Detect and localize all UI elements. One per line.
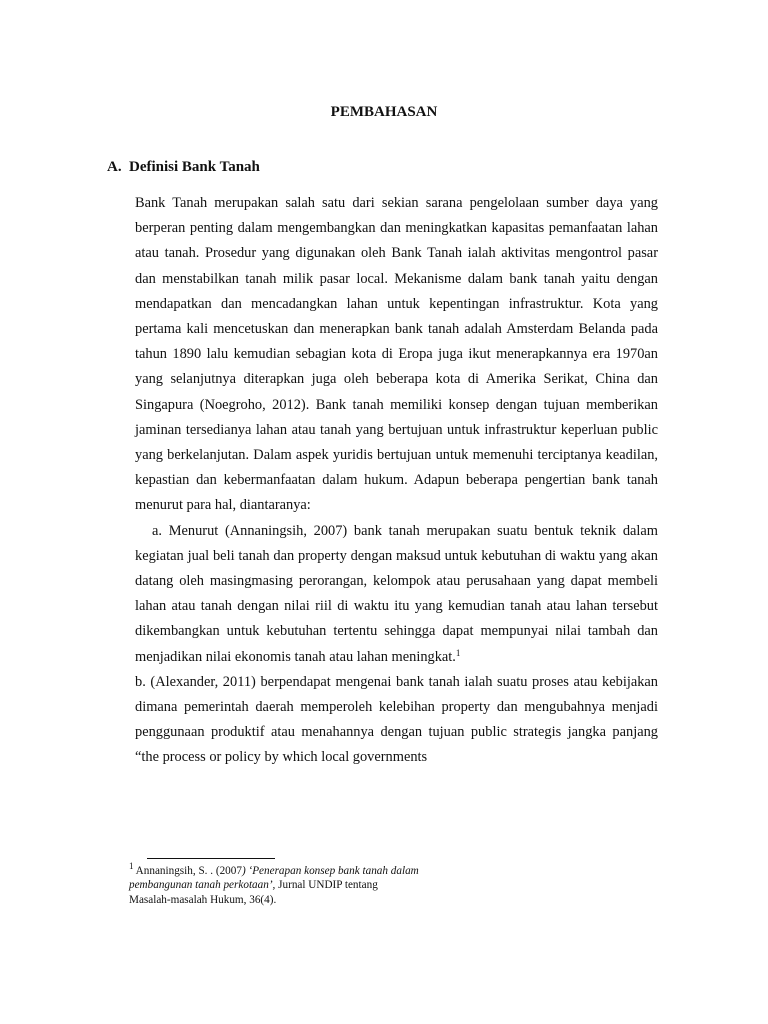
- footnote-reference[interactable]: 1: [455, 647, 461, 658]
- footnote: [129, 861, 419, 907]
- footnote-divider: [147, 858, 275, 859]
- section-heading-text: Definisi Bank Tanah: [129, 159, 260, 175]
- footnote-title: ) ‘Penerapan konsep bank tanah dalam pembangunan tanah perkotaan’,: [129, 865, 419, 892]
- page-title: PEMBAHASAN: [330, 104, 438, 120]
- list-item-a: [135, 519, 658, 670]
- list-item-a-text: a. Menurut (Annaningsih, 2007) bank tanah merupakan suatu bentuk teknik dalam kegiatan jual beli tanah dan property dengan maksud untuk kebutuhan di waktu yang akan datang oleh masingmasing perorangan, kelompok atau perusahaan yang dapat membeli lahan atau tanah dengan nilai riil di waktu itu yang kemudian tanah atau lahan tersebut dikembangkan untuk kebutuhan tertentu sehingga dapat mempunyai nilai tambah dan menjadikan nilai ekonomis tanah atau lahan meningkat.: [135, 522, 658, 665]
- section-body: [135, 191, 658, 771]
- intro-paragraph: Bank Tanah merupakan salah satu dari sekian sarana pengelolaan sumber daya yang berperan penting dalam mengembangkan dan meningkatkan kapasitas pemanfaatan lahan atau tanah. Prosedur yang digunakan oleh Bank Tanah ialah aktivitas mengontrol pasar dan menstabilkan tanah milik pasar local. Mekanisme dalam bank tanah yaitu dengan mendapatkan dan mencadangkan lahan untuk kepentingan infrastruktur. Kota yang pertama kali mencetuskan dan menerapkan bank tanah adalah Amsterdam Belanda pada tahun 1890 lalu kemudian sebagian kota di Eropa juga ikut menerapkannya era 1970an yang selanjutnya diterapkan juga oleh beberapa kota di Amerika Serikat, China dan Singapura (Noegroho, 2012). Bank tanah memiliki konsep dengan tujuan memberikan jaminan tersedianya lahan atau tanah yang bertujuan untuk infrastruktur keperluan public yang berkelanjutan. Dalam aspek yuridis bertujuan untuk memenuhi terciptanya keadilan, kepastian dan kebermanfaatan dalam hukum. Adapun beberapa pengertian bank tanah menurut para hal, diantaranya:: [135, 195, 658, 514]
- section-heading: [107, 157, 260, 177]
- list-item-b: b. (Alexander, 2011) berpendapat mengenai bank tanah ialah suatu proses atau kebijakan dimana pemerintah daerah memperoleh kelebihan property dan mengubahnya menjadi penggunaan produktif atau menahannya dengan tujuan public strategis jangka panjang “the process or policy by which local governments: [135, 673, 658, 766]
- footnote-marker: 1: [129, 861, 134, 871]
- section-number: A.: [107, 159, 122, 175]
- footnote-author: Annaningsih, S. . (2007: [133, 865, 242, 877]
- footnote-journal: Jurnal UNDIP tentang Masalah-masalah Hukum, 36(4).: [129, 879, 378, 906]
